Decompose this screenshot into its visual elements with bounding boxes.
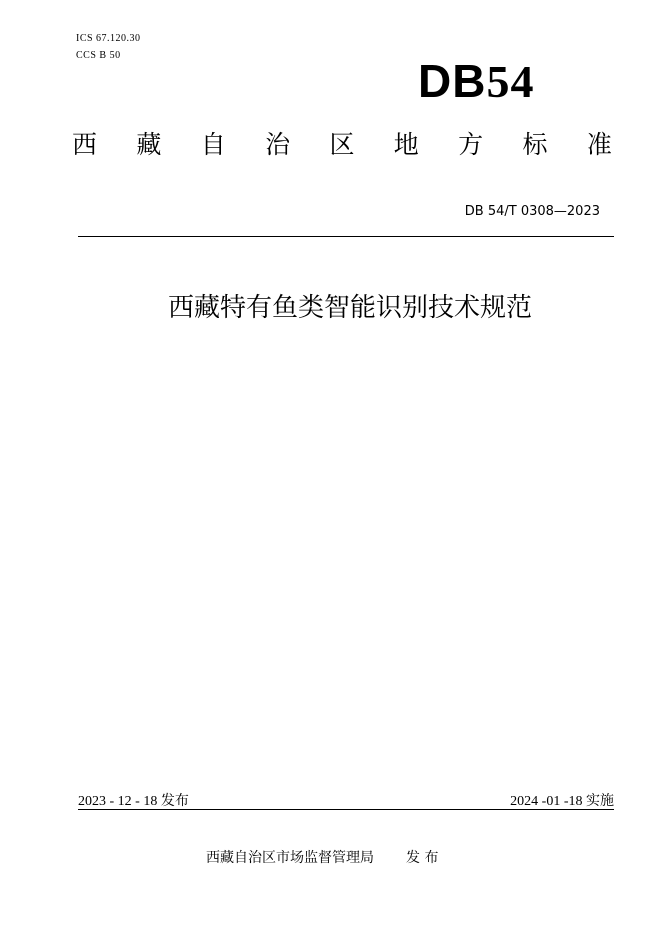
- standard-type-char: 自: [200, 130, 226, 159]
- issuer-organization: 西藏自治区市场监督管理局: [206, 850, 374, 866]
- ccs-code: CCS B 50: [76, 50, 121, 61]
- ics-code: ICS 67.120.30: [76, 33, 141, 44]
- standard-number: DB 54/T 0308—2023: [464, 204, 600, 219]
- db54-logo: [418, 55, 535, 107]
- standard-type-char: 标: [522, 130, 548, 159]
- logo-prefix: DB: [418, 55, 487, 107]
- issuer-action: 发 布: [406, 850, 439, 866]
- standard-type-char: 区: [329, 130, 355, 159]
- standard-type-char: 治: [265, 130, 291, 159]
- standard-type-char: 西: [72, 130, 98, 159]
- top-divider: [78, 236, 614, 237]
- standard-type-char: 藏: [136, 130, 162, 159]
- logo-number: 54: [486, 56, 535, 107]
- document-title: 西藏特有鱼类智能识别技术规范: [167, 293, 532, 323]
- issuer-line: [206, 847, 438, 867]
- standard-type-char: 方: [458, 130, 484, 159]
- standard-type-heading: [72, 125, 612, 161]
- implementation-date: 2024 -01 -18 实施: [510, 794, 614, 809]
- standard-type-char: 准: [586, 130, 612, 159]
- standard-type-char: 地: [393, 130, 419, 159]
- release-date: 2023 - 12 - 18 发布: [78, 794, 189, 809]
- bottom-divider: [78, 809, 614, 810]
